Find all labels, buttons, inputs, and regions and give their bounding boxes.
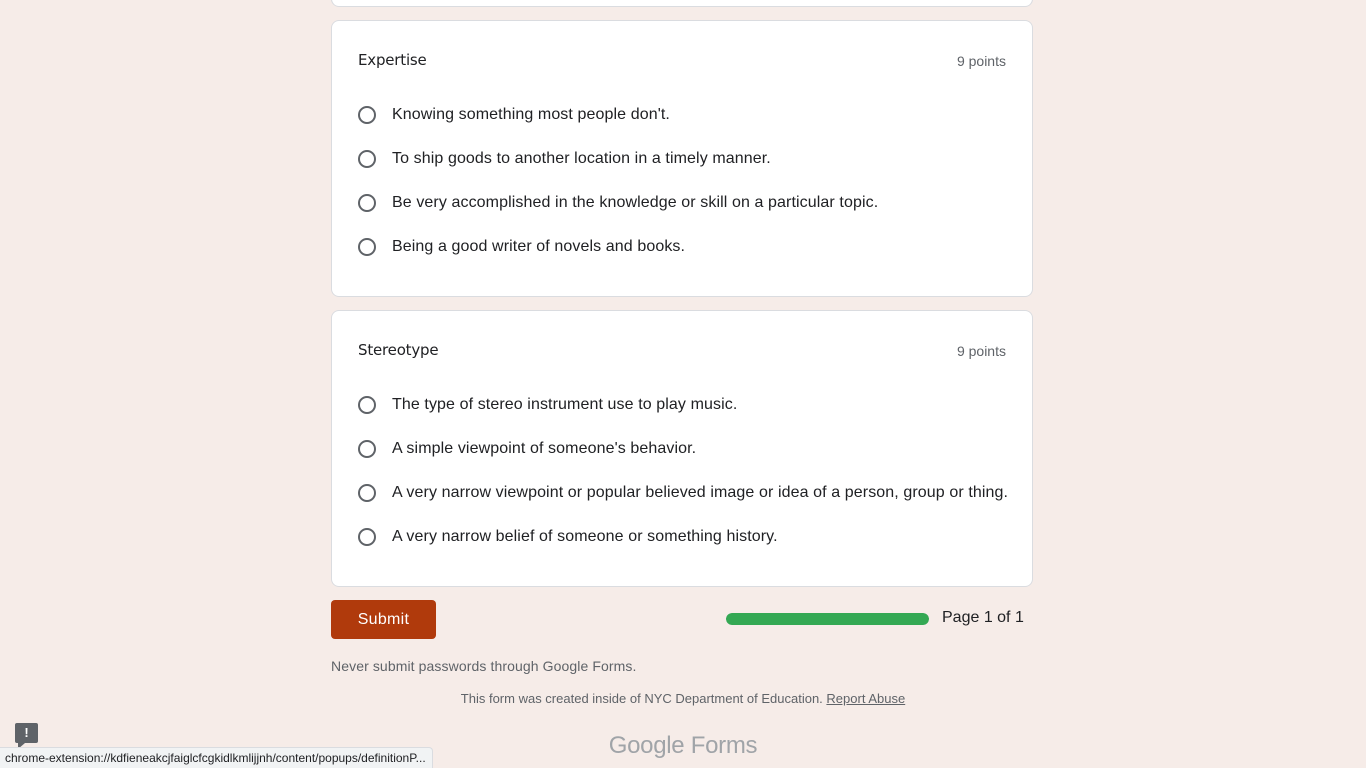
option-label: To ship goods to another location in a timely manner. xyxy=(392,150,771,167)
question-title: Stereotype xyxy=(358,341,439,359)
question-points: 9 points xyxy=(956,53,1006,69)
page-indicator: Page 1 of 1 xyxy=(942,609,1024,626)
browser-status-bar: chrome-extension://kdfieneakcjfaiglcfcgkidlkmlijjnh/content/popups/definitionP... xyxy=(0,747,433,768)
question-points: 9 points xyxy=(956,343,1006,359)
option-radio[interactable] xyxy=(358,232,685,262)
radio-button[interactable] xyxy=(358,396,376,414)
option-label: Knowing something most people don't. xyxy=(392,106,670,123)
option-radio[interactable] xyxy=(358,188,878,218)
password-warning: Never submit passwords through Google Forms. xyxy=(331,658,637,674)
radio-button[interactable] xyxy=(358,194,376,212)
option-label: The type of stereo instrument use to play music. xyxy=(392,396,738,413)
option-radio[interactable] xyxy=(358,390,737,420)
option-label: A simple viewpoint of someone's behavior. xyxy=(392,440,697,457)
radio-button[interactable] xyxy=(358,440,376,458)
option-radio[interactable] xyxy=(358,522,778,552)
radio-button[interactable] xyxy=(358,528,376,546)
option-radio[interactable] xyxy=(358,144,771,174)
footer-created-text: This form was created inside of NYC Department of Education. xyxy=(460,691,823,706)
question-title: Expertise xyxy=(358,51,427,69)
report-abuse-link[interactable]: Report Abuse xyxy=(826,691,906,706)
option-label: A very narrow viewpoint or popular believed image or idea of a person, group or thing. xyxy=(392,484,1009,501)
radio-button[interactable] xyxy=(358,150,376,168)
progress-bar-fill xyxy=(726,613,929,625)
submit-button[interactable]: Submit xyxy=(331,600,436,639)
option-radio[interactable] xyxy=(358,434,696,464)
radio-button[interactable] xyxy=(358,484,376,502)
option-radio[interactable] xyxy=(358,100,670,130)
option-radio[interactable] xyxy=(358,478,1008,508)
question-card-stereotype xyxy=(331,310,1033,587)
progress-bar xyxy=(726,613,929,625)
question-card-expertise xyxy=(331,20,1033,297)
radio-button[interactable] xyxy=(358,106,376,124)
footer-disclaimer xyxy=(0,691,1366,706)
option-label: Being a good writer of novels and books. xyxy=(392,238,686,255)
radio-button[interactable] xyxy=(358,238,376,256)
report-problem-icon[interactable]: ! xyxy=(15,723,38,743)
option-label: Be very accomplished in the knowledge or skill on a particular topic. xyxy=(392,194,879,211)
google-forms-logo[interactable]: Google Forms xyxy=(608,732,758,759)
option-label: A very narrow belief of someone or something history. xyxy=(392,528,778,545)
previous-question-card xyxy=(331,0,1033,7)
